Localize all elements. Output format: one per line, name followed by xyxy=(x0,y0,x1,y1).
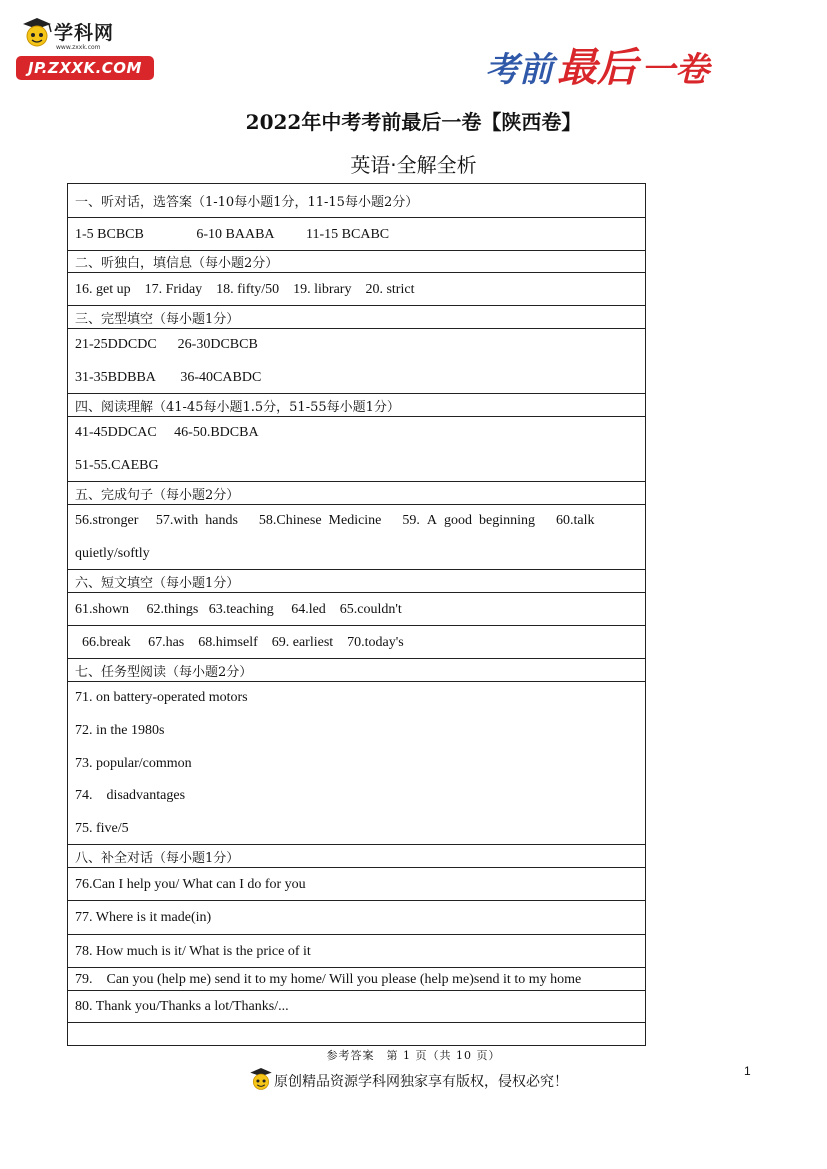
answer-row xyxy=(68,329,645,394)
logo-url-text: www.zxxk.com xyxy=(56,44,101,51)
answer-line: 74. disadvantages xyxy=(75,788,186,803)
section-heading: 四、阅读理解（41-45每小题1.5分，51-55每小题1分） xyxy=(68,394,645,417)
logo-brand-text: 学科网 xyxy=(54,22,115,44)
stamp-part-2: 最后 xyxy=(557,44,637,91)
answer-row: 80. Thank you/Thanks a lot/Thanks/... xyxy=(68,991,645,1023)
section-heading: 八、补全对话（每小题1分） xyxy=(68,845,645,868)
answer-row xyxy=(68,417,645,482)
section-heading: 五、完成句子（每小题2分） xyxy=(68,482,645,505)
answer-row: 76.Can I help you/ What can I do for you xyxy=(68,868,645,901)
answer-line: 73. popular/common xyxy=(75,756,192,771)
title-stamp xyxy=(485,36,709,93)
answer-line: 71. on battery-operated motors xyxy=(75,690,248,705)
answer-row: 1-5 BCBCB 6-10 BAABA 11-15 BCABC xyxy=(68,218,645,251)
answer-row: 78. How much is it/ What is the price of it xyxy=(68,935,645,968)
answer-table xyxy=(67,183,646,1046)
stamp-part-1: 考前 xyxy=(485,50,553,90)
answer-line: quietly/softly xyxy=(75,546,150,561)
answer-row: 61.shown 62.things 63.teaching 64.led 65.couldn't xyxy=(68,593,645,626)
logo-badge: JP.ZXXK.COM xyxy=(16,56,154,80)
section-heading: 七、任务型阅读（每小题2分） xyxy=(68,659,645,682)
document-title: 2022年中考考前最后一卷【陕西卷】 xyxy=(245,110,582,134)
page-label: 参考答案 第 1 页（共 10 页） xyxy=(326,1049,501,1062)
answer-line: 72. in the 1980s xyxy=(75,723,165,738)
document-subtitle: 英语·全解全析 xyxy=(350,153,477,177)
section-heading: 一、听对话，选答案（1-10每小题1分，11-15每小题2分） xyxy=(68,184,645,218)
answer-line: 56.stronger 57.with hands 58.Chinese Medicine 59. A good beginning 60.talk xyxy=(75,513,595,528)
answer-line: 51-55.CAEBG xyxy=(75,458,159,473)
answer-line: 21-25DDCDC 26-30DCBCB xyxy=(75,337,258,352)
answer-row: 16. get up 17. Friday 18. fifty/50 19. library 20. strict xyxy=(68,273,645,306)
stamp-part-3: 一卷 xyxy=(641,50,709,90)
answer-line: 41-45DDCAC 46-50.BDCBA xyxy=(75,425,259,440)
answer-row xyxy=(68,682,645,845)
mascot-icon xyxy=(248,1066,274,1096)
section-heading: 三、完型填空（每小题1分） xyxy=(68,306,645,329)
mascot-icon xyxy=(20,16,54,54)
page-number: 1 xyxy=(744,1064,751,1078)
answer-row: 79. Can you (help me) send it to my home/ Will you please (help me)send it to my home xyxy=(68,968,645,991)
answer-line: 75. five/5 xyxy=(75,821,129,836)
answer-line: 31-35BDBBA 36-40CABDC xyxy=(75,370,262,385)
answer-row: 66.break 67.has 68.himself 69. earliest 70.today's xyxy=(68,626,645,659)
copyright-text: 原创精品资源学科网独家享有版权，侵权必究！ xyxy=(274,1074,568,1090)
answer-row: 77. Where is it made(in) xyxy=(68,901,645,935)
answer-row-empty xyxy=(68,1023,645,1045)
site-logo xyxy=(14,14,159,84)
section-heading: 六、短文填空（每小题1分） xyxy=(68,570,645,593)
answer-row xyxy=(68,505,645,570)
copyright-notice xyxy=(248,1066,568,1096)
section-heading: 二、听独白，填信息（每小题2分） xyxy=(68,251,645,273)
